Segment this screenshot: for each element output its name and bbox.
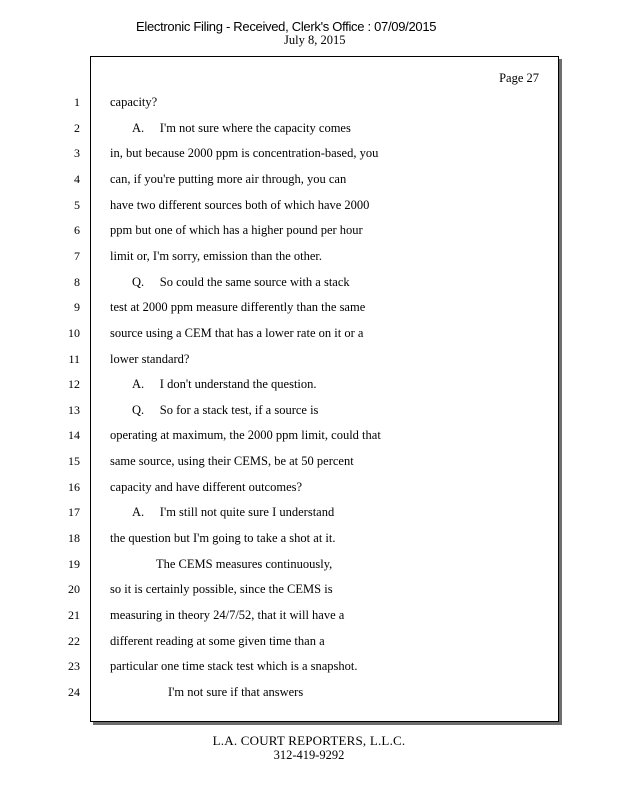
transcript-line: different reading at some given time than a (110, 633, 325, 648)
transcript-line: A. I'm not sure where the capacity comes (132, 120, 351, 135)
line-number: 7 (74, 248, 80, 263)
line-number: 4 (74, 171, 80, 186)
line-number: 3 (74, 146, 80, 161)
page-number: Page 27 (499, 71, 539, 85)
line-number: 6 (74, 223, 80, 238)
transcript-line: I'm not sure if that answers (168, 684, 304, 699)
line-number: 21 (68, 608, 80, 622)
transcript-line: can, if you're putting more air through, you can (110, 171, 347, 186)
transcript-date: July 8, 2015 (284, 33, 346, 47)
line-number: 1 (74, 95, 80, 109)
line-number: 16 (68, 479, 80, 494)
transcript-line: A. I'm still not quite sure I understand (132, 505, 335, 520)
line-number: 11 (68, 351, 80, 366)
transcript-line: Q. So for a stack test, if a source is (132, 402, 319, 417)
transcript-line: A. I don't understand the question. (132, 377, 317, 392)
transcript-line: particular one time stack test which is a snapshot. (110, 659, 358, 674)
transcript-line: source using a CEM that has a lower rate on it or a (110, 325, 364, 340)
reporter-company: L.A. COURT REPORTERS, L.L.C. (212, 733, 406, 748)
transcript-line: have two different sources both of which have 2000 (110, 197, 370, 212)
transcript-line: the question but I'm going to take a shot at it. (110, 531, 336, 546)
line-number: 15 (68, 454, 80, 469)
transcript-line: so it is certainly possible, since the CEMS is (110, 582, 333, 597)
transcript-line: same source, using their CEMS, be at 50 percent (110, 454, 354, 469)
line-number: 13 (68, 402, 80, 417)
transcript-line: lower standard? (110, 351, 190, 366)
transcript-line: ppm but one of which has a higher pound per hour (110, 223, 363, 238)
filing-stamp: Electronic Filing - Received, Clerk's Office : 07/09/2015 (136, 19, 437, 34)
line-number: 23 (68, 659, 80, 674)
line-number: 19 (68, 556, 80, 571)
transcript-line: operating at maximum, the 2000 ppm limit, could that (110, 428, 381, 443)
line-number: 12 (68, 377, 80, 392)
line-number: 17 (68, 505, 80, 520)
line-number: 10 (68, 325, 80, 340)
line-number: 22 (68, 633, 80, 648)
line-number: 24 (68, 684, 80, 699)
transcript-line: capacity and have different outcomes? (110, 479, 303, 494)
transcript-line: Q. So could the same source with a stack (132, 274, 350, 289)
reporter-phone: 312-419-9292 (273, 748, 345, 762)
line-number: 5 (74, 197, 80, 212)
transcript-line: capacity? (110, 95, 158, 109)
transcript-line: test at 2000 ppm measure differently than the same (110, 300, 366, 315)
line-number: 2 (74, 120, 80, 135)
line-number: 8 (74, 274, 80, 289)
transcript-line: measuring in theory 24/7/52, that it will have a (110, 608, 345, 622)
transcript-line: in, but because 2000 ppm is concentration-based, you (110, 146, 379, 161)
line-number: 9 (74, 300, 80, 315)
transcript-line: limit or, I'm sorry, emission than the other. (110, 248, 323, 263)
transcript-line: The CEMS measures continuously, (156, 556, 333, 571)
line-number: 14 (68, 428, 80, 443)
line-number: 20 (68, 582, 80, 597)
line-number: 18 (68, 531, 80, 546)
